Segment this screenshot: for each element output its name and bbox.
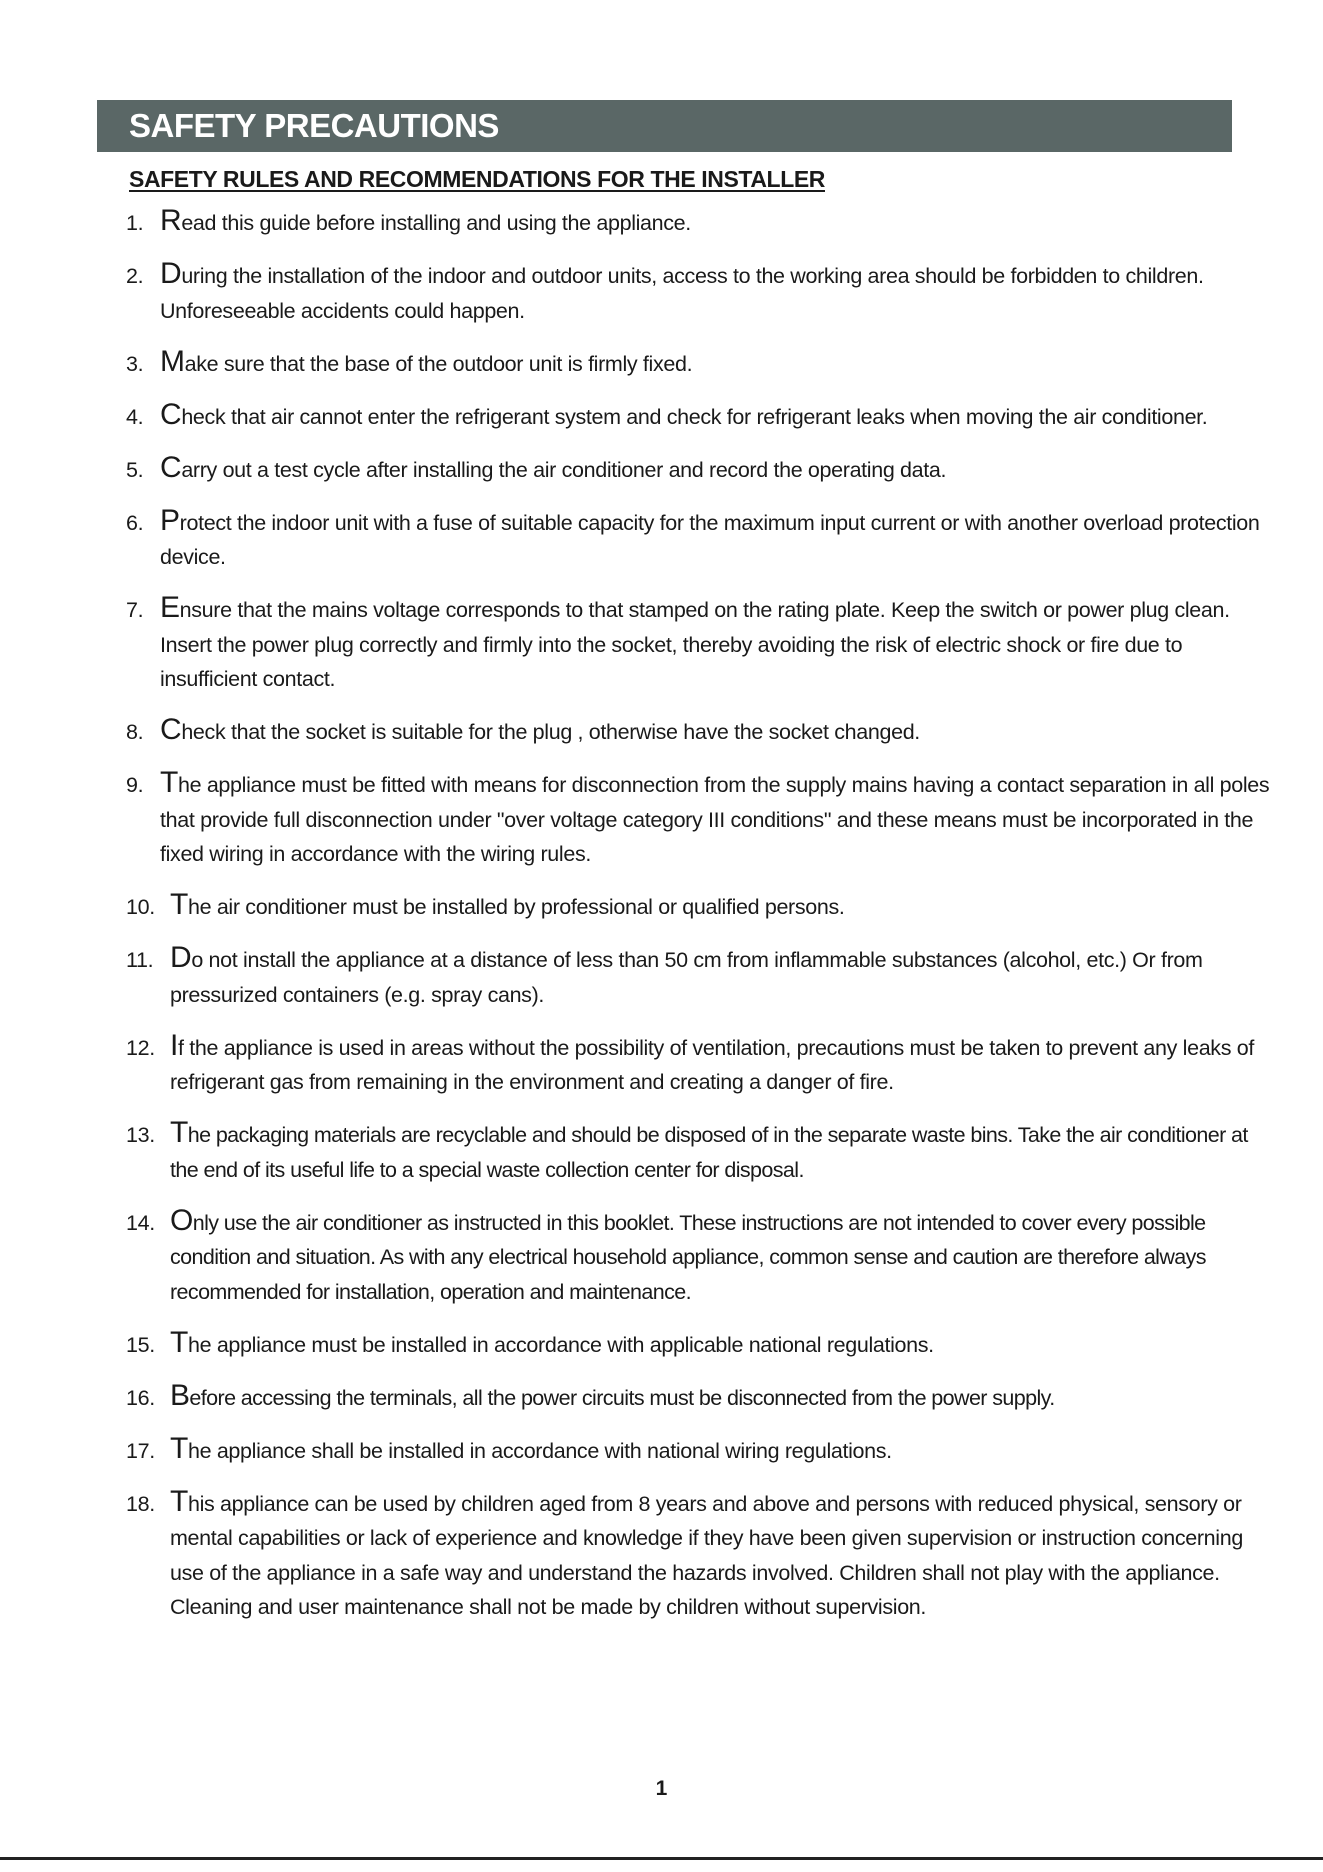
section-subheading: SAFETY RULES AND RECOMMENDATIONS FOR THE INSTALLER (129, 166, 825, 192)
section-header-bar (97, 100, 1232, 152)
rule-text: The air conditioner must be installed by professional or qualified persons. (170, 888, 845, 921)
rule-item-10 (126, 888, 1276, 925)
rule-number: 12. (126, 1035, 155, 1060)
rule-item-1 (126, 204, 1276, 241)
rule-item-15 (126, 1326, 1276, 1363)
rule-item-9 (126, 766, 1276, 872)
page-bottom-divider (0, 1857, 1323, 1860)
rule-text: The appliance must be fitted with means for disconnection from the supply mains having a contact separation in all poles that provide full disconnection under "over voltage category III conditions" and these means must be incorporated in the fixed wiring in accordance with the wiring rules. (160, 766, 1270, 866)
rule-item-11 (126, 941, 1276, 1012)
rule-number: 18. (126, 1491, 155, 1516)
rule-text: The packaging materials are recyclable and should be disposed of in the separate waste bins. Take the air conditioner at the end of its useful life to a special waste collection center for disposal. (170, 1116, 1248, 1182)
rule-number: 15. (126, 1332, 155, 1357)
rule-item-13 (126, 1116, 1276, 1187)
rule-number: 17. (126, 1438, 155, 1463)
rule-text: Do not install the appliance at a distance of less than 50 cm from inflammable substances (alcohol, etc.) Or from pressurized containers (e.g. spray cans). (170, 941, 1203, 1007)
rule-text: Read this guide before installing and using the appliance. (160, 204, 691, 237)
rule-text: If the appliance is used in areas without the possibility of ventilation, precautions must be taken to prevent any leaks of refrigerant gas from remaining in the environment and creating a danger of fire. (170, 1028, 1254, 1094)
rule-text: The appliance must be installed in accordance with applicable national regulations. (170, 1325, 934, 1359)
rule-item-3 (126, 345, 1276, 382)
rule-text: Before accessing the terminals, all the power circuits must be disconnected from the power supply. (170, 1378, 1055, 1412)
rule-number: 1. (126, 211, 144, 235)
rule-number: 10. (126, 895, 155, 919)
page-number: 1 (655, 1777, 668, 1800)
rule-text: Carry out a test cycle after installing the air conditioner and record the operating data. (160, 450, 947, 484)
rule-number: 9. (126, 773, 144, 797)
rule-item-18 (126, 1485, 1276, 1625)
safety-rules-list (126, 204, 1276, 1641)
rule-item-14 (126, 1204, 1276, 1310)
rule-item-8 (126, 713, 1276, 750)
rule-number: 7. (126, 598, 144, 622)
rule-item-2 (126, 257, 1276, 328)
rule-text: During the installation of the indoor and outdoor units, access to the working area should be forbidden to children. Unforeseeable accidents could happen. (160, 257, 1204, 323)
page-title: SAFETY PRECAUTIONS (129, 107, 499, 144)
rule-text: Make sure that the base of the outdoor unit is firmly fixed. (160, 344, 693, 378)
rule-number: 8. (126, 720, 144, 744)
rule-number: 2. (126, 264, 144, 288)
rule-item-5 (126, 451, 1276, 488)
rule-text: This appliance can be used by children aged from 8 years and above and persons with reduced physical, sensory or mental capabilities or lack of experience and knowledge if they have been given supervision or instruction concerning use of the appliance in a safe way and understand the hazards involved. Children shall not play with the appliance. Cleaning and user maintenance shall not be made by children without supervision. (170, 1484, 1243, 1619)
rule-item-16 (126, 1379, 1276, 1416)
rule-number: 4. (126, 404, 144, 429)
rule-number: 16. (126, 1385, 155, 1410)
rule-item-17 (126, 1432, 1276, 1469)
rule-number: 3. (126, 351, 144, 376)
rule-number: 13. (126, 1123, 155, 1147)
rule-item-12 (126, 1029, 1276, 1100)
rule-item-4 (126, 398, 1276, 435)
rule-text: Check that air cannot enter the refrigerant system and check for refrigerant leaks when moving the air conditioner. (160, 397, 1208, 431)
rule-number: 11. (126, 948, 154, 972)
rule-text: Ensure that the mains voltage corresponds to that stamped on the rating plate. Keep the switch or power plug clean. Insert the power plug correctly and firmly into the socket, thereby avoiding the risk of electric shock or fire due to insufficient contact. (160, 591, 1230, 691)
rule-item-6 (126, 504, 1276, 575)
rule-item-7 (126, 591, 1276, 697)
rule-text: Protect the indoor unit with a fuse of suitable capacity for the maximum input current or with another overload protection device. (160, 503, 1260, 569)
rule-number: 14. (126, 1210, 155, 1235)
rule-text: Check that the socket is suitable for the plug , otherwise have the socket changed. (160, 713, 920, 746)
rule-number: 5. (126, 457, 144, 482)
rule-text: Only use the air conditioner as instructed in this booklet. These instructions are not intended to cover every possible condition and situation. As with any electrical household appliance, common sense and caution are therefore always recommended for installation, operation and maintenance. (170, 1203, 1206, 1304)
rule-number: 6. (126, 510, 144, 535)
rule-text: The appliance shall be installed in accordance with national wiring regulations. (170, 1431, 892, 1465)
